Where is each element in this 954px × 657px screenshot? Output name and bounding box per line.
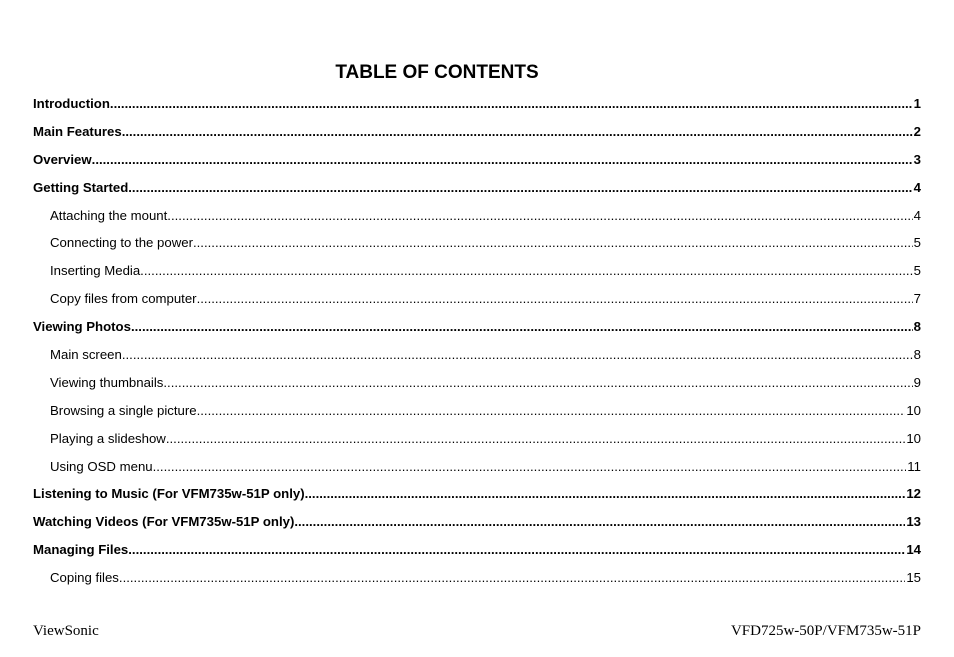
dot-leader xyxy=(197,285,913,313)
dot-leader xyxy=(140,257,912,285)
toc-entry-section[interactable] xyxy=(33,453,921,481)
toc-entry-page: 3 xyxy=(913,151,921,167)
dot-leader xyxy=(92,146,913,174)
toc-entry-page: 4 xyxy=(913,207,921,223)
dot-leader xyxy=(197,397,906,425)
toc-entry-page: 13 xyxy=(906,514,921,530)
toc-entry-label: Viewing thumbnails xyxy=(50,374,164,390)
dot-leader xyxy=(305,480,906,508)
footer-model: VFD725w-50P/VFM735w-51P xyxy=(730,623,921,639)
toc-entry-label: Overview xyxy=(33,151,92,167)
dot-leader xyxy=(294,508,905,536)
toc-entry-page: 7 xyxy=(913,291,921,307)
toc-entry-chapter[interactable] xyxy=(33,313,921,341)
toc-entry-label: Introduction xyxy=(33,96,110,111)
toc-entry-section[interactable] xyxy=(33,257,921,285)
toc-entry-label: Main screen xyxy=(50,347,122,363)
toc-entry-chapter[interactable] xyxy=(33,146,921,174)
toc-entry-page: 5 xyxy=(913,235,921,251)
toc-entry-label: Playing a slideshow xyxy=(50,430,166,446)
toc-entry-label: Listening to Music (For VFM735w-51P only) xyxy=(33,486,305,502)
toc-title: TABLE OF CONTENTS xyxy=(335,62,539,83)
toc-entry-chapter[interactable] xyxy=(33,118,921,146)
toc-entry-label: Coping files xyxy=(50,570,119,586)
toc-entry-section[interactable] xyxy=(33,397,921,425)
dot-leader xyxy=(122,118,913,146)
toc-entry-page: 2 xyxy=(913,123,921,139)
toc-entry-label: Browsing a single picture xyxy=(50,402,197,418)
toc-entry-label: Managing Files xyxy=(33,542,129,558)
dot-leader xyxy=(122,341,913,369)
toc-entry-page: 4 xyxy=(913,179,921,195)
toc-entry-section[interactable] xyxy=(33,425,921,453)
toc-entry-section[interactable] xyxy=(33,369,921,397)
toc-entry-label: Getting Started xyxy=(33,179,129,195)
toc-entry-page: 14 xyxy=(906,542,921,558)
dot-leader xyxy=(128,174,912,202)
toc-entry-chapter[interactable] xyxy=(33,174,921,202)
toc-entry-section[interactable] xyxy=(33,341,921,369)
toc-entry-page: 15 xyxy=(906,570,921,586)
toc-entry-chapter[interactable] xyxy=(33,90,921,118)
dot-leader xyxy=(166,425,906,453)
toc-entry-section[interactable] xyxy=(33,202,921,230)
toc-entry-chapter[interactable] xyxy=(33,480,921,508)
dot-leader xyxy=(167,202,912,230)
dot-leader xyxy=(119,564,905,592)
toc-entry-chapter[interactable] xyxy=(33,508,921,536)
toc-entry-label: Copy files from computer xyxy=(50,291,197,307)
toc-entry-label: Main Features xyxy=(33,123,122,139)
toc-entry-page: 9 xyxy=(913,374,921,390)
toc-entry-label: Inserting Media xyxy=(50,263,141,279)
toc-entry-section[interactable] xyxy=(33,564,921,592)
toc-entry-page: 8 xyxy=(913,319,921,335)
toc-entry-page: 1 xyxy=(913,96,921,111)
toc-entry-label: Connecting to the power xyxy=(50,235,193,251)
footer-brand: ViewSonic xyxy=(33,623,99,639)
dot-leader xyxy=(163,369,912,397)
toc-entry-label: Viewing Photos xyxy=(33,319,131,335)
toc-entry-section[interactable] xyxy=(33,229,921,257)
toc-entry-label: Attaching the mount xyxy=(50,207,168,223)
toc-entry-page: 12 xyxy=(906,486,921,502)
toc-entry-page: 10 xyxy=(906,402,921,418)
toc-entry-section[interactable] xyxy=(33,285,921,313)
toc-entry-page: 8 xyxy=(913,347,921,363)
table-of-contents xyxy=(33,90,921,592)
toc-entry-page: 5 xyxy=(913,263,921,279)
dot-leader xyxy=(110,90,913,118)
toc-entry-label: Using OSD menu xyxy=(50,458,153,474)
dot-leader xyxy=(193,229,913,257)
dot-leader xyxy=(131,313,913,341)
toc-entry-page: 11 xyxy=(907,458,921,474)
dot-leader xyxy=(128,536,905,564)
toc-entry-label: Watching Videos (For VFM735w-51P only) xyxy=(33,514,295,530)
toc-entry-chapter[interactable] xyxy=(33,536,921,564)
toc-entry-page: 10 xyxy=(906,430,921,446)
dot-leader xyxy=(153,453,907,481)
